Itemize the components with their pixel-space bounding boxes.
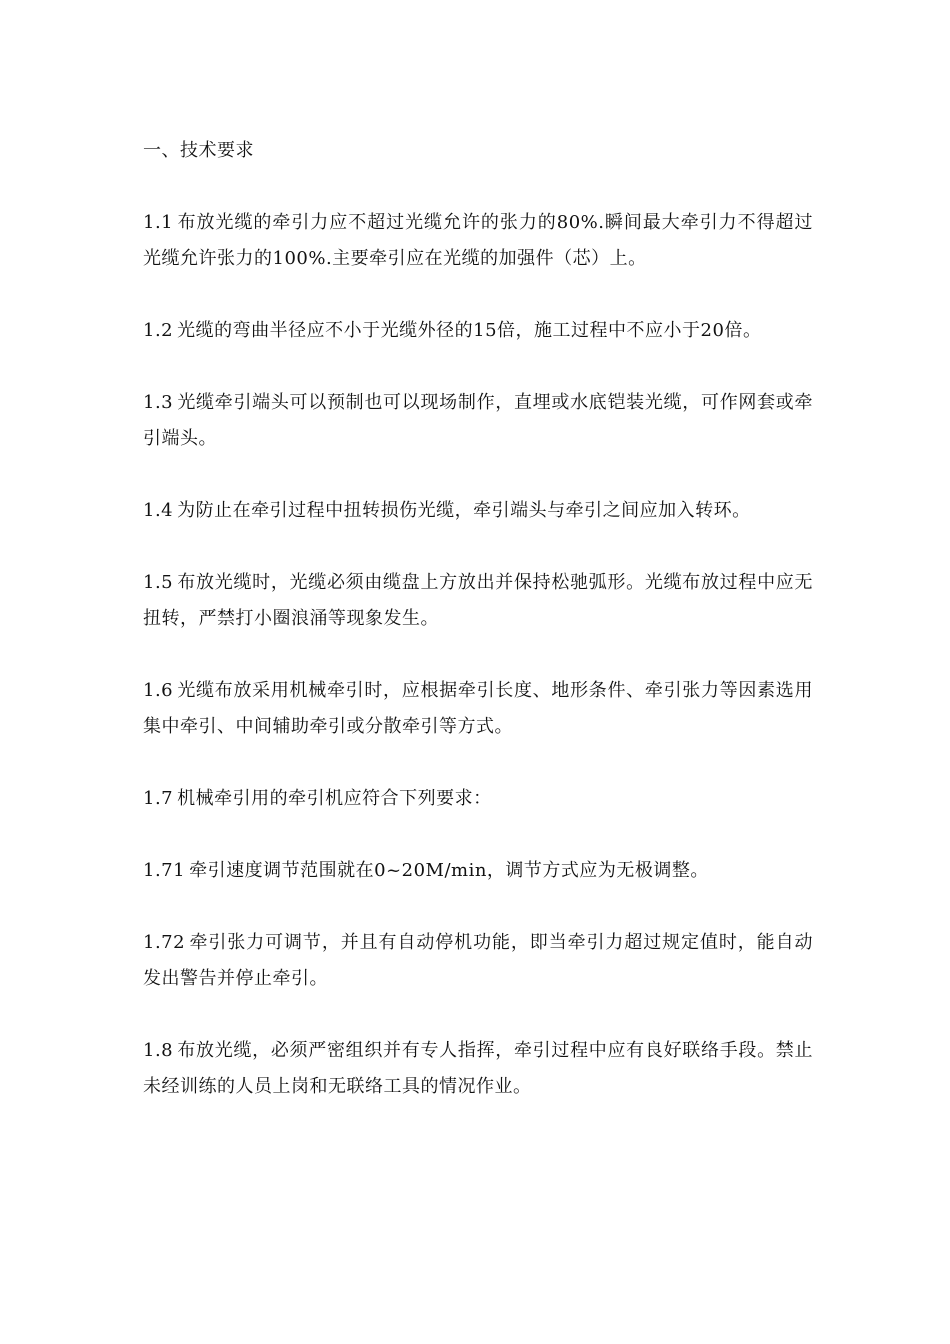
paragraph-1-2 — [143, 313, 813, 349]
paragraph-number: 1.4 — [143, 500, 174, 521]
paragraph-1-8 — [143, 1033, 813, 1105]
paragraph-number: 1.7 — [143, 788, 174, 809]
paragraph-number: 1.5 — [143, 572, 174, 593]
paragraph-number: 1.72 — [143, 932, 186, 953]
paragraph-1-5 — [143, 565, 813, 637]
document-body — [143, 133, 813, 1141]
paragraph-number: 1.6 — [143, 680, 174, 701]
paragraph-text: 机械牵引用的牵引机应符合下列要求： — [177, 788, 492, 809]
paragraph-1-71 — [143, 853, 813, 889]
paragraph-1-4 — [143, 493, 813, 529]
paragraph-text: 光缆的弯曲半径应不小于光缆外径的15倍，施工过程中不应小于20倍。 — [177, 320, 762, 341]
paragraph-number: 1.1 — [143, 212, 174, 233]
paragraph-text: 牵引张力可调节，并且有自动停机功能，即当牵引力超过规定值时，能自动发出警告并停止牵引。 — [143, 932, 813, 989]
paragraph-1-6 — [143, 673, 813, 745]
paragraph-number: 1.71 — [143, 860, 186, 881]
paragraph-1-3 — [143, 385, 813, 457]
paragraph-text: 布放光缆的牵引力应不超过光缆允许的张力的80%.瞬间最大牵引力不得超过光缆允许张力的100%.主要牵引应在光缆的加强件（芯）上。 — [143, 212, 813, 269]
paragraph-number: 1.3 — [143, 392, 174, 413]
paragraph-text: 布放光缆时，光缆必须由缆盘上方放出并保持松驰弧形。光缆布放过程中应无扭转，严禁打小圈浪涌等现象发生。 — [143, 572, 813, 629]
paragraph-number: 1.2 — [143, 320, 174, 341]
paragraph-text: 光缆布放采用机械牵引时，应根据牵引长度、地形条件、牵引张力等因素选用集中牵引、中间辅助牵引或分散牵引等方式。 — [143, 680, 813, 737]
paragraph-text: 为防止在牵引过程中扭转损伤光缆，牵引端头与牵引之间应加入转环。 — [177, 500, 751, 521]
paragraph-1-1 — [143, 205, 813, 277]
paragraph-number: 1.8 — [143, 1040, 174, 1061]
paragraph-text: 牵引速度调节范围就在0~20M/min，调节方式应为无极调整。 — [189, 860, 709, 881]
paragraph-1-72 — [143, 925, 813, 997]
paragraph-text: 光缆牵引端头可以预制也可以现场制作，直埋或水底铠装光缆，可作网套或牵引端头。 — [143, 392, 813, 449]
section-heading: 一、技术要求 — [143, 140, 254, 161]
paragraph-1-7 — [143, 781, 813, 817]
paragraph-text: 布放光缆，必须严密组织并有专人指挥，牵引过程中应有良好联络手段。禁止未经训练的人员上岗和无联络工具的情况作业。 — [143, 1040, 813, 1097]
